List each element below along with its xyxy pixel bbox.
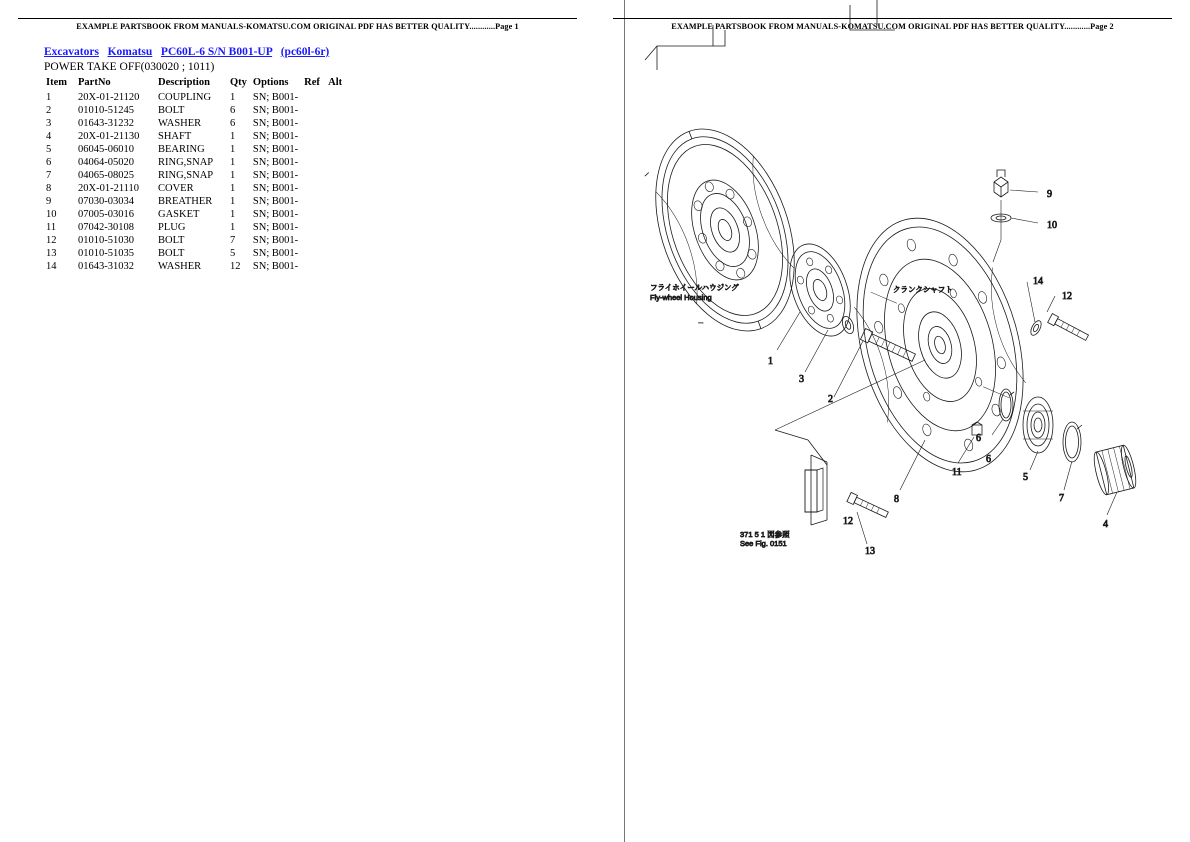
- cell-options: SN; B001-: [252, 105, 299, 116]
- breadcrumb-brand[interactable]: Komatsu: [107, 46, 153, 58]
- page-header-left: [0, 18, 595, 31]
- cell-qty: 6: [230, 105, 236, 116]
- group-code: (030020 ; 1011): [140, 61, 215, 73]
- cell-alt: [326, 247, 346, 260]
- cell-partno: 07005-03016: [78, 209, 134, 220]
- flywheel-housing-jp-label: フライホイールハウジング: [650, 283, 739, 292]
- cell-alt: [326, 234, 346, 247]
- cover-housing-part-8: [829, 199, 1051, 492]
- table-header-row: [44, 76, 346, 91]
- callout-1: 1: [768, 356, 773, 367]
- cell-qty: 6: [230, 118, 236, 129]
- group-title-line: [44, 61, 214, 73]
- callout-12: 12: [1062, 291, 1072, 302]
- table-row: [44, 117, 346, 130]
- cell-ref: [302, 234, 326, 247]
- table-row: [44, 221, 346, 234]
- cell-ref: [302, 91, 326, 104]
- cell-partno: 01010-51245: [78, 105, 134, 116]
- header-rule-left: [18, 18, 577, 19]
- cell-description: BEARING: [158, 144, 205, 155]
- cell-ref: [302, 104, 326, 117]
- cell-qty: 1: [230, 170, 236, 181]
- cell-item: 4: [46, 131, 52, 142]
- table-row: [44, 234, 346, 247]
- cell-partno: 01643-31232: [78, 118, 134, 129]
- cell-options: SN; B001-: [252, 196, 299, 207]
- cell-partno: 07042-30108: [78, 222, 134, 233]
- flywheel-housing-en-label: Fly-wheel Housing: [650, 293, 712, 302]
- cell-alt: [326, 169, 346, 182]
- callout-7: 7: [1059, 493, 1064, 504]
- column-header-item: Item: [46, 77, 67, 88]
- cell-alt: [326, 117, 346, 130]
- cell-partno: 04064-05020: [78, 157, 134, 168]
- parts-table: [44, 76, 346, 273]
- cell-qty: 1: [230, 196, 236, 207]
- breadcrumb: [44, 46, 329, 58]
- parts-illustration: [595, 0, 1190, 842]
- cell-partno: 07030-03034: [78, 196, 134, 207]
- column-header-options: Options: [252, 77, 289, 88]
- cell-options: SN; B001-: [252, 170, 299, 181]
- cell-options: SN; B001-: [252, 248, 299, 259]
- breadcrumb-sep-2: [155, 46, 158, 58]
- cell-partno: 20X-01-21120: [78, 92, 140, 103]
- cell-partno: 01643-31032: [78, 261, 134, 272]
- callout-4: 4: [1103, 519, 1108, 530]
- cell-partno: 01010-51035: [78, 248, 134, 259]
- cell-options: SN; B001-: [252, 183, 299, 194]
- cell-alt: [326, 182, 346, 195]
- bearing-part-5: [1023, 397, 1053, 453]
- see-fig-jp-label: 371 5 1 図参照: [740, 530, 790, 539]
- table-row: [44, 247, 346, 260]
- callout-8: 8: [894, 494, 899, 505]
- header-text-right: EXAMPLE PARTSBOOK FROM MANUALS-KOMATSU.COM ORIGINAL PDF HAS BETTER QUALITY............Page 2: [671, 22, 1114, 31]
- cell-options: SN; B001-: [252, 261, 299, 272]
- table-row: [44, 182, 346, 195]
- cell-ref: [302, 182, 326, 195]
- cell-partno: 01010-51030: [78, 235, 134, 246]
- table-row: [44, 260, 346, 273]
- cell-partno: 20X-01-21130: [78, 131, 140, 142]
- group-title: POWER TAKE OFF: [44, 61, 141, 73]
- cell-options: SN; B001-: [252, 209, 299, 220]
- cell-item: 7: [46, 170, 52, 181]
- callout-3: 3: [799, 374, 804, 385]
- cell-qty: 7: [230, 235, 236, 246]
- cell-alt: [326, 195, 346, 208]
- cell-description: RING,SNAP: [158, 157, 214, 168]
- cell-options: SN; B001-: [252, 118, 299, 129]
- flywheel: [630, 110, 820, 350]
- cell-qty: 1: [230, 92, 236, 103]
- cell-options: SN; B001-: [252, 157, 299, 168]
- cell-partno: 06045-06010: [78, 144, 134, 155]
- leader-lines: [775, 190, 1117, 544]
- cell-alt: [326, 221, 346, 234]
- cell-options: SN; B001-: [252, 144, 299, 155]
- column-header-ref: Ref: [304, 77, 320, 88]
- cell-item: 2: [46, 105, 52, 116]
- column-header-partno: PartNo: [78, 77, 111, 88]
- callout-11: 11: [952, 467, 962, 478]
- cell-qty: 1: [230, 183, 236, 194]
- cell-alt: [326, 208, 346, 221]
- cell-options: SN; B001-: [252, 222, 299, 233]
- cell-ref: [302, 221, 326, 234]
- cell-item: 6: [46, 157, 52, 168]
- cell-item: 1: [46, 92, 52, 103]
- cell-partno: 04065-08025: [78, 170, 134, 181]
- callout-12b: 12: [843, 516, 853, 527]
- breadcrumb-model-code[interactable]: (pc60l-6r): [280, 46, 330, 58]
- cell-alt: [326, 91, 346, 104]
- cell-ref: [302, 156, 326, 169]
- column-header-description: Description: [158, 77, 210, 88]
- cell-qty: 1: [230, 157, 236, 168]
- table-row: [44, 104, 346, 117]
- cell-item: 13: [46, 248, 57, 259]
- breadcrumb-category[interactable]: Excavators: [44, 46, 99, 58]
- callout-numbers: [768, 189, 1108, 557]
- table-row: [44, 91, 346, 104]
- cell-ref: [302, 247, 326, 260]
- cell-qty: 1: [230, 209, 236, 220]
- table-row: [44, 156, 346, 169]
- cell-qty: 1: [230, 131, 236, 142]
- parts-table-body: [44, 91, 346, 273]
- callout-9: 9: [1047, 189, 1052, 200]
- cell-description: WASHER: [158, 261, 202, 272]
- cell-options: SN; B001-: [252, 235, 299, 246]
- cell-item: 11: [46, 222, 57, 233]
- cell-ref: [302, 130, 326, 143]
- callout-5: 5: [1023, 472, 1028, 483]
- cell-ref: [302, 117, 326, 130]
- breadcrumb-sep-3: [275, 46, 278, 58]
- cell-ref: [302, 169, 326, 182]
- callout-13: 13: [865, 546, 875, 557]
- cell-alt: [326, 156, 346, 169]
- table-row: [44, 169, 346, 182]
- cell-ref: [302, 195, 326, 208]
- cell-description: PLUG: [158, 222, 186, 233]
- cell-alt: [326, 130, 346, 143]
- cell-description: RING,SNAP: [158, 170, 214, 181]
- crankshaft-reference-part: [775, 430, 827, 525]
- cell-description: COUPLING: [158, 92, 212, 103]
- cell-ref: [302, 143, 326, 156]
- cell-description: COVER: [158, 183, 194, 194]
- engine-block-outline: [645, 0, 895, 70]
- cell-description: GASKET: [158, 209, 200, 220]
- callout-2: 2: [828, 394, 833, 405]
- cell-description: BOLT: [158, 105, 185, 116]
- callout-6: 6: [986, 454, 991, 465]
- crankshaft-jp-label: クランクシャフト: [893, 285, 953, 294]
- cell-qty: 1: [230, 222, 236, 233]
- cell-item: 9: [46, 196, 52, 207]
- breadcrumb-model[interactable]: PC60L-6 S/N B001-UP: [160, 46, 273, 58]
- column-header-qty: Qty: [230, 77, 247, 88]
- cell-item: 3: [46, 118, 52, 129]
- cell-qty: 12: [230, 261, 241, 272]
- callout-14: 14: [1033, 276, 1043, 287]
- cell-description: BREATHER: [158, 196, 213, 207]
- table-row: [44, 143, 346, 156]
- cell-item: 14: [46, 261, 57, 272]
- bolt-part-13-bottom: [847, 492, 889, 519]
- table-row: [44, 195, 346, 208]
- breather-part-9: [994, 170, 1008, 197]
- cell-ref: [302, 208, 326, 221]
- cell-ref: [302, 260, 326, 273]
- cell-item: 12: [46, 235, 57, 246]
- column-header-alt: Alt: [328, 77, 343, 88]
- cell-description: SHAFT: [158, 131, 192, 142]
- cell-options: SN; B001-: [252, 131, 299, 142]
- cell-description: BOLT: [158, 248, 185, 259]
- cell-options: SN; B001-: [252, 92, 299, 103]
- cell-qty: 5: [230, 248, 236, 259]
- callout-6b: 6: [976, 433, 981, 444]
- breadcrumb-sep-1: [102, 46, 105, 58]
- cell-alt: [326, 104, 346, 117]
- cell-item: 8: [46, 183, 52, 194]
- callout-10: 10: [1047, 220, 1057, 231]
- see-fig-en-label: See Fig. 0151: [740, 539, 787, 548]
- washer-part-14-right: [1029, 319, 1044, 337]
- bolt-part-12-right: [1048, 314, 1090, 343]
- cell-item: 5: [46, 144, 52, 155]
- cell-alt: [326, 143, 346, 156]
- cell-qty: 1: [230, 144, 236, 155]
- cell-alt: [326, 260, 346, 273]
- snap-ring-part-7: [1063, 422, 1082, 462]
- cell-partno: 20X-01-21110: [78, 183, 140, 194]
- header-text-left: EXAMPLE PARTSBOOK FROM MANUALS-KOMATSU.COM ORIGINAL PDF HAS BETTER QUALITY............Page 1: [76, 22, 519, 31]
- cell-description: BOLT: [158, 235, 185, 246]
- cell-description: WASHER: [158, 118, 202, 129]
- illustration-text-labels: [650, 283, 953, 548]
- table-row: [44, 208, 346, 221]
- cell-item: 10: [46, 209, 57, 220]
- table-row: [44, 130, 346, 143]
- shaft-part-4: [1091, 444, 1139, 496]
